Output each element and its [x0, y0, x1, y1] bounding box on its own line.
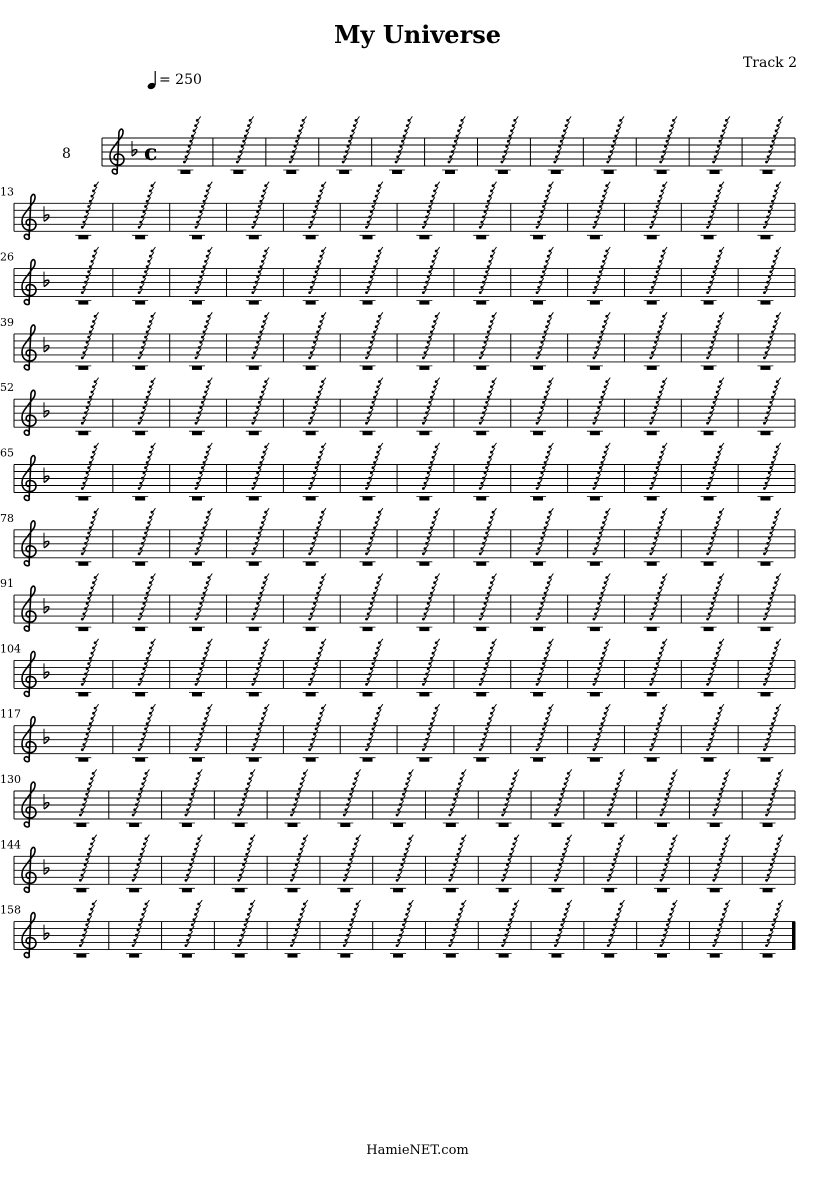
measure-number: 78: [0, 511, 14, 525]
treble-clef-icon: [22, 651, 36, 696]
treble-clef-icon: [110, 129, 124, 174]
measure-number: 117: [0, 707, 21, 721]
treble-clef-icon: [22, 586, 36, 631]
treble-clef-icon: [22, 782, 36, 827]
flat-icon: [44, 925, 49, 940]
measure-number: 26: [0, 250, 14, 264]
staff-system: [0, 443, 795, 501]
treble-clef-icon: [22, 456, 36, 501]
flat-icon: [44, 337, 49, 352]
common-time-icon: c: [144, 140, 158, 166]
measure-number: 39: [0, 315, 14, 329]
flat-icon: [44, 729, 49, 744]
treble-clef-icon: [22, 194, 36, 239]
staff-system: [0, 835, 795, 893]
measure-number: 52: [0, 381, 14, 395]
flat-icon: [44, 598, 49, 613]
score-title: My Universe: [333, 20, 501, 49]
treble-clef-icon: [22, 847, 36, 892]
instrument-label: 8: [62, 146, 71, 162]
measure-number: 104: [0, 642, 21, 656]
flat-icon: [44, 663, 49, 678]
footer-credit: HamieNET.com: [366, 1143, 469, 1158]
flat-icon: [132, 141, 137, 156]
measure-number: 144: [0, 838, 21, 852]
staff-system: [0, 574, 795, 632]
treble-clef-icon: [22, 913, 36, 958]
measure-number: 91: [0, 577, 14, 591]
flat-icon: [44, 533, 49, 548]
staff-system: [0, 247, 795, 305]
treble-clef-icon: [22, 260, 36, 305]
treble-clef-icon: [22, 521, 36, 566]
flat-icon: [44, 272, 49, 287]
tempo-text: = 250: [159, 72, 202, 88]
flat-icon: [44, 206, 49, 221]
treble-clef-icon: [22, 390, 36, 435]
staff-system: [0, 508, 795, 566]
staff-system: [102, 116, 795, 174]
treble-clef-icon: [22, 325, 36, 370]
measure-number: 13: [0, 185, 14, 199]
staff-system: [0, 312, 795, 370]
staff-system: [0, 900, 795, 958]
track-label: Track 2: [742, 55, 797, 71]
measure-number: 65: [0, 446, 14, 460]
measure-number: 158: [0, 903, 21, 917]
staff-system: [0, 182, 795, 240]
flat-icon: [44, 794, 49, 809]
flat-icon: [44, 468, 49, 483]
final-barline: [792, 922, 795, 950]
measure-number: 130: [0, 773, 21, 786]
staff-system: [0, 769, 795, 827]
treble-clef-icon: [22, 717, 36, 762]
flat-icon: [44, 859, 49, 874]
staff-system: [0, 704, 795, 762]
flat-icon: [44, 402, 49, 417]
staff-system: [0, 378, 795, 436]
staff-system: [0, 639, 795, 697]
